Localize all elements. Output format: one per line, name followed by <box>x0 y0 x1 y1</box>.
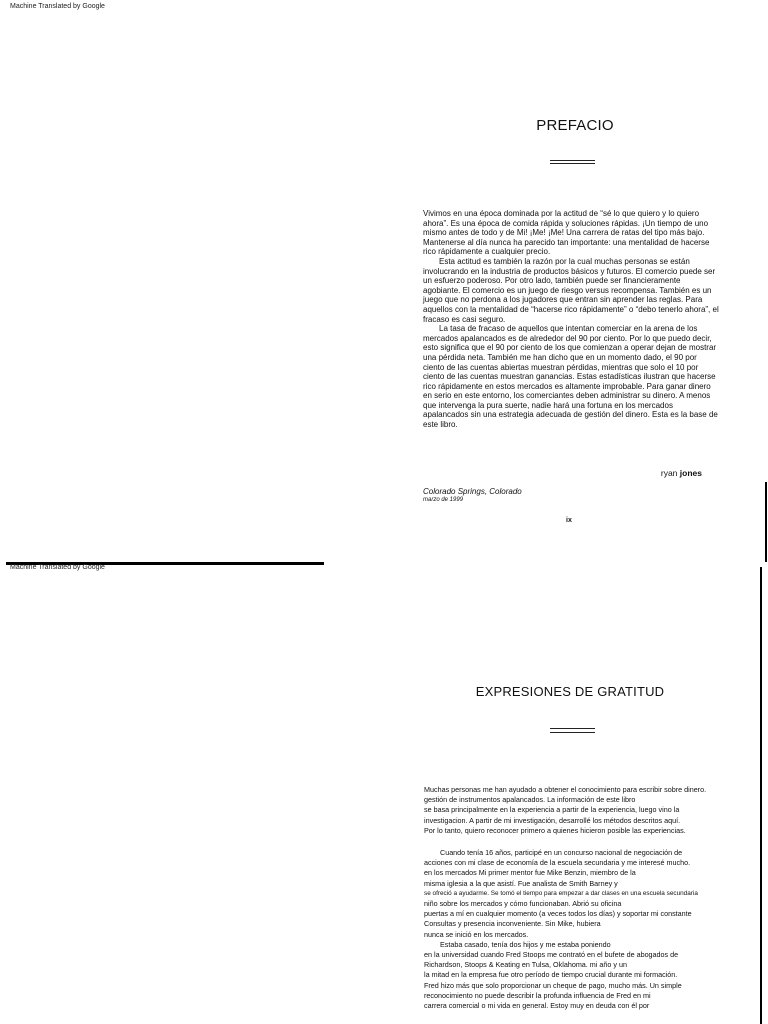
gratitude-line: niño sobre los mercados y cómo funcionaban. Abrió su oficina <box>424 899 622 909</box>
signature-date: marzo de 1999 <box>423 497 464 503</box>
title-rule-top <box>550 160 595 161</box>
gratitude-line: Muchas personas me han ayudado a obtener el conocimiento para escribir sobre dinero. <box>424 785 707 794</box>
signature-place: Colorado Springs, Colorado <box>423 487 522 496</box>
gratitude-line: Fred hizo más que solo proporcionar un cheque de pago, mucho más. Un simple <box>424 980 682 990</box>
gratitude-line: nunca se inició en los mercados. <box>424 929 529 939</box>
title-rule-top <box>550 728 595 729</box>
author-first-name: ryan <box>660 468 678 478</box>
gratitude-line: en la universidad cuando Fred Stoops me contrató en el bufete de abogados de <box>424 950 679 960</box>
machine-translated-label: Machine Translated by Google <box>10 3 105 10</box>
gratitude-line: Estaba casado, tenía dos hijos y me estaba poniendo <box>440 939 611 949</box>
author-last-name: jones <box>679 468 702 478</box>
gratitude-blank-line <box>424 836 724 848</box>
page-number: ix <box>566 517 572 524</box>
machine-translated-label: Machine Translated by Google <box>10 564 105 571</box>
gratitude-line: acciones con mi clase de economía de la escuela secundaria y me interesé mucho. <box>424 858 691 868</box>
preface-body <box>423 209 719 430</box>
gratitude-line: Richardson, Stoops & Keating en Tulsa, Oklahoma. mi año y un <box>424 960 627 970</box>
gratitude-line: la mitad en la empresa fue otro período de tiempo crucial durante mi formación. <box>424 970 678 980</box>
gratitude-line: Consultas y presencia inconveniente. Sin Mike, hubiera <box>424 919 601 929</box>
gratitude-line: gestión de instrumentos apalancados. La información de este libro <box>424 795 636 805</box>
gratitude-line: Cuando tenía 16 años, participé en un concurso nacional de negociación de <box>440 848 683 858</box>
title-rule-bottom <box>550 163 595 164</box>
gratitude-line: misma iglesia a la que asistí. Fue analista de Smith Barney y <box>424 878 618 888</box>
author-signature <box>560 468 702 478</box>
gratitude-line: Por lo tanto, quiero reconocer primero a quienes hicieron posible las experiencias. <box>424 825 686 835</box>
gratitude-line: reconocimiento no puede describir la profunda influencia de Fred en mi <box>424 990 651 1000</box>
gratitude-line: carrera comercial o mi vida en general. Estoy muy en deuda con él por <box>424 1001 650 1011</box>
gratitude-line: investigacion. A partir de mi investigación, desarrollé los métodos descritos aquí. <box>424 815 681 825</box>
page-edge-line <box>765 482 767 562</box>
page-edge-line <box>760 567 762 1024</box>
preface-paragraph: Vivimos en una época dominada por la actitud de “sé lo que quiero y lo quiero ahora”. Es una época de comida rápida y soluciones rápidas. ¡Un tiempo de uno mismo antes de todo y de Mi! ¡Me! ¡Me! Una carrera de ratas del tipo más bajo. Mantenerse al día nunca ha parecido tan importante: una mentalidad de hacerse rico rápidamente a cualquier precio. <box>423 209 710 257</box>
title-rule-bottom <box>550 732 595 733</box>
preface-paragraph: Esta actitud es también la razón por la cual muchas personas se están involucrando en la industria de productos básicos y futuros. El comercio puede ser un esfuerzo poderoso. Por otro lado, también puede ser financieramente agobiante. El comercio es un juego de riesgo versus recompensa. También es un juego que no perdona a los jugadores que entran sin aprender las reglas. Para aquellos con la mentalidad de “hacerse rico rápidamente” o “debo tenerlo ahora”, el fracaso es casi seguro. <box>423 256 719 324</box>
gratitude-body <box>424 785 724 1011</box>
gratitude-line: se ofreció a ayudarme. Se tomó el tiempo para empezar a dar clases en una escuela secundaria <box>424 889 698 897</box>
gratitude-line: en los mercados Mi primer mentor fue Mike Benzin, miembro de la <box>424 868 636 878</box>
gratitude-line: se basa principalmente en la experiencia a partir de la experiencia, luego vino la <box>424 805 680 815</box>
page-title-gratitud: EXPRESIONES DE GRATITUD <box>475 684 665 699</box>
preface-paragraph: La tasa de fracaso de aquellos que intentan comerciar en la arena de los mercados apalancados es de alrededor del 90 por ciento. Por lo que puedo decir, esto significa que el 90 por ciento de los que comienzan a operar dejan de mostrar una pérdida neta. También me han dicho que en un momento dado, el 90 por ciento de las cuentas abiertas muestran pérdidas, mientras que solo el 10 por ciento de las cuentas muestran ganancias. Estas estadísticas ilustran que hacerse rico rápidamente en estos mercados es altamente improbable. Para ganar dinero en serio en este entorno, los comerciantes deben administrar su dinero. A menos que intervenga la pura suerte, nadie hará una fortuna en los mercados apalancados sin una estrategia adecuada de gestión del dinero. Esta es la base de este libro. <box>423 324 718 430</box>
gratitude-line: puertas a mí en cualquier momento (a veces todos los días) y soportar mi constante <box>424 909 692 919</box>
page-title-prefacio: PREFACIO <box>536 117 614 134</box>
